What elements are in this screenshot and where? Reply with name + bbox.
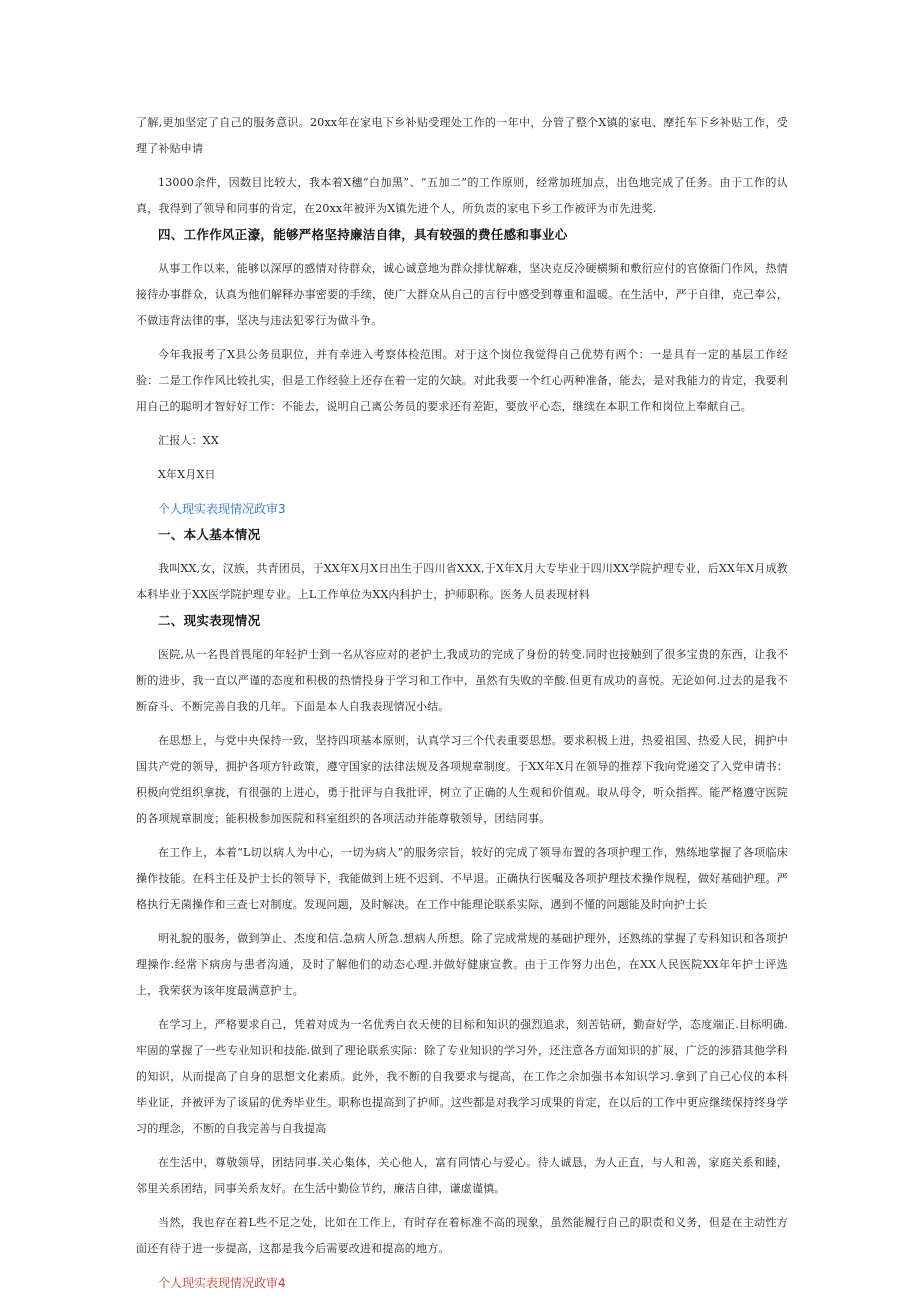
report-date: X年X月X日 [158,468,216,481]
paragraph-shortcomings: 当然，我也存在着L些不足之处，比如在工作上，有时存在着标准不高的现象，虽然能履行自己的职责和义务，但是在主动性方面还有待于进一步提高，这都是我今后需要改进和提高的地方。 [136,1216,788,1255]
section-4-title-link[interactable]: 个人现实表现情况政审4 [158,1276,286,1290]
paragraph-basic-info: 我叫XX,女，汉族，共青团员，于XX年X月X日出生于四川省XXX,于X年X月大专毕业于四川XX学院护理专业，后XX年X月成教本科毕业于XX医学院护理专业。上L工作单位为XX内科护士，护师职称。医务人员表现材料 [136,562,788,601]
heading-basic-info: 一、本人基本情况 [158,527,261,542]
heading-performance: 二、现实表现情况 [158,613,261,628]
paragraph-study: 在学习上，严格要求自己，凭着对成为一名优秀白衣天使的目标和知识的强烈追求，刻苦钻研，勤奋好学，态度端正.目标明确.牢固的掌握了一些专业知识和技能.做到了理论联系实际：除了专业知识的学习外，还注意各方面知识的扩展，广泛的涉猎其他学科的知识，从而提高了自身的思想文化素质。此外，我不断的自我要求与提高，在工作之余加强书本知识学习.拿到了自己心仪的本科毕业证，并被评为了该届的优秀毕业生。职称也提高到了护师。这些都是对我学习成果的肯定，在以后的工作中更应继续保持终身学习的理念，不断的自我完善与自我提高 [136,1018,788,1135]
paragraph-hospital: 医院,从一名畏首畏尾的年轻护士到一名从容应对的老护士,我成功的完成了身份的转变.同时也接触到了很多宝贵的东西，让我不断的进步，我一直以严谨的态度和积极的热情投身于学习和工作中，虽然有失败的辛酸.但更有成功的喜悦。无论如何.过去的是我不断奋斗、不断完善自我的几年。下面是本人自我表现情况小结。 [136,648,788,713]
paragraph-work-style: 从事工作以来，能够以深厚的感情对待群众，诚心诚意地为群众排忧解难，坚决克反冷硬横频和敷衍应付的官僚衙门作风，热情接待办事群众，认真为他们解释办事密要的手续，使广大群众从自己的言行中感受到尊重和温暖。在生活中，严于自律，克己奉公，不做违背法律的事，坚决与违法犯零行为做斗争。 [136,262,788,327]
paragraph-work: 在工作上，本着“L切以病人为中心，一切为病人”的服务宗旨，较好的完成了领导布置的各项护理工作，熟练地掌握了各项临床操作技能。在科主任及护士长的领导下，我能做到上班不迟到、不早退。正确执行医嘱及各项护理技术操作规程，做好基础护理。严格执行无菌操作和三查七对制度。发现问题，及时解决。在工作中能理论联系实际，遇到不懂的问题能及时向护士长 [136,846,788,911]
section-3-title-link[interactable]: 个人现实表现情况政审3 [158,502,286,516]
paragraph-exam: 今年我报考了X县公务员职位，并有幸进入考察体检范围。对于这个岗位我觉得自己优势有两个：一是具有一定的基层工作经验：二是工作作风比较扎实，但是工作经验上还存在着一定的欠缺。对此我要一个红心两种准备，能去，是对我能力的肯定，我要利用自己的聪明才智好好工作：不能去，说明自己离公务员的要求还有差距，要放平心态，继续在本职工作和岗位上奉献自己。 [136,348,788,413]
paragraph-ideology: 在思想上，与党中央保持一致，坚持四项基本原则，认真学习三个代表重要思想。要求积极上进，热爱祖国、热爱人民，拥护中国共产党的领导，拥护各项方针政策，遵守国家的法律法规及各项规章制度。于XX年X月在领导的推荐下我向党递交了入党申请书：积极向党组织拿拢，有很强的上进心，勇于批评与自我批评，树立了正确的人生观和价值观。取从母令，听众指挥。能严格遵守医院的各项规章制度；能积极参加医院和科室组织的各项活动并能尊敬领导，团结同事。 [136,734,788,825]
paragraph-13000: 13000余件，因数目比较大，我本着X穗“白加黑”、“五加二”的工作原则，经常加班加点，出色地完成了任务。由于工作的认真，我得到了领导和同事的肯定，在20xx年被评为X镇先进个人，所负责的家电下乡工作被评为市先进奖. [136,176,788,215]
paragraph-continuation: 了解,更加坚定了自己的服务意识。20xx年在家电下乡补贴受理处工作的一年中，分管了整个X镇的家电、摩托车下乡补贴工作，受理了补贴申请 [136,116,788,155]
paragraph-life: 在生活中，尊敬领导，团结同事.关心集体，关心他人，富有同情心与爱心。待人诚恳，为人正直，与人和善，家庭关系和睦，邻里关系团结，同事关系友好。在生活中勤俭节约，廉洁自律，谦虚谨慎。 [136,1156,788,1195]
heading-section-four: 四、工作作风正濠，能够严格坚持廉洁自律，具有较强的费任感和事业心 [158,227,568,242]
reporter-signature: 汇报人：XX [158,434,219,447]
paragraph-service: 明礼貌的服务，做到笋止、杰度和信.急病人所急.想病人所想。除了完成常规的基础护理外，还熟练的掌握了专科知识和各项护理操作.经常下病房与患者沟通，及时了解他们的动态心理.并做好健康宣教。由于工作努力出色，在XX人民医院XX年年护士评选上，我荣获为该年度最满意护士。 [136,932,788,997]
